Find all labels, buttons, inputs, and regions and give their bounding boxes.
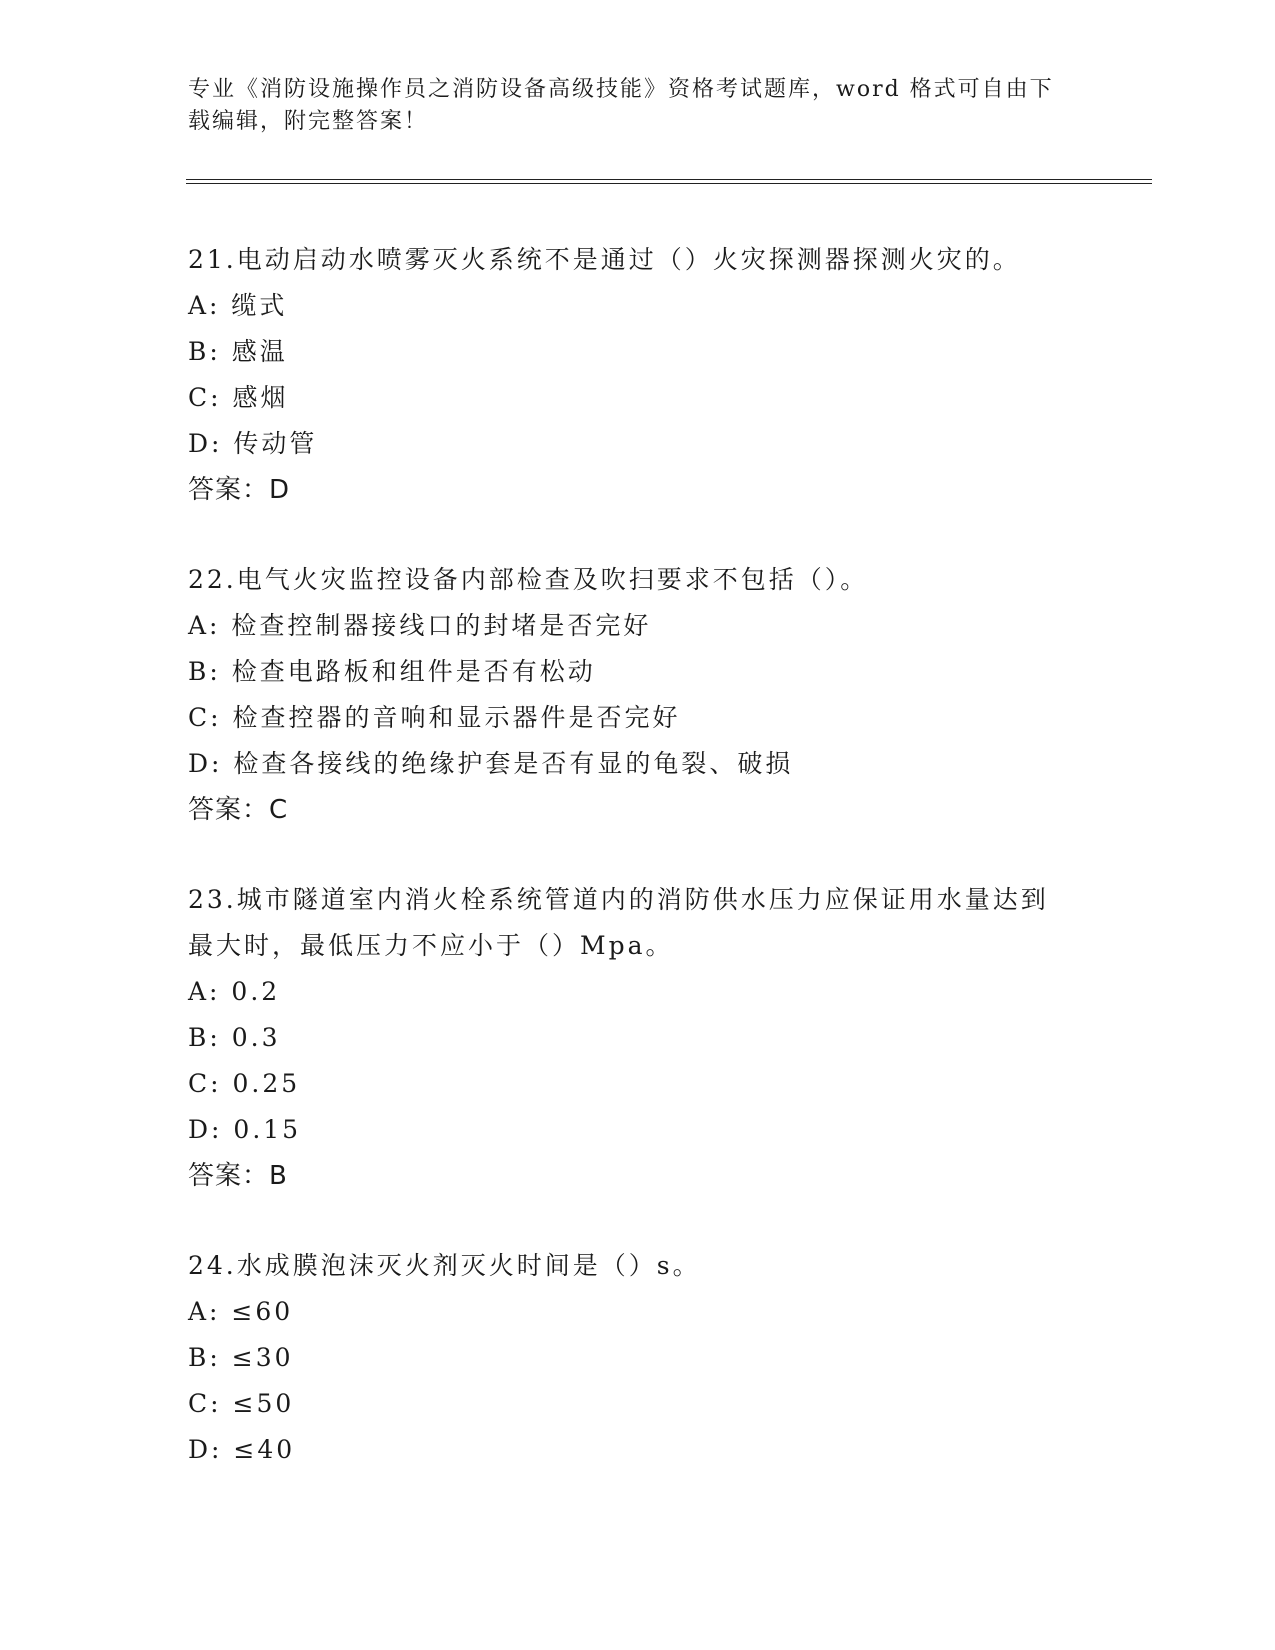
document-header: [188, 74, 1088, 138]
question-22: [188, 557, 1088, 833]
question-list: [188, 237, 1088, 1517]
question-stem: 24.水成膜泡沫灭火剂灭火时间是（）s。: [188, 1251, 701, 1280]
option-c: C: 感烟: [188, 383, 289, 412]
question-stem-line-2: 最大时，最低压力不应小于（）Mpa。: [188, 931, 674, 960]
option-a: A: 检查控制器接线口的封堵是否完好: [188, 611, 652, 640]
header-divider-top: [186, 179, 1152, 180]
answer: 答案：B: [188, 1161, 288, 1191]
option-b: B: ≤30: [188, 1343, 294, 1372]
option-b: B: 检查电路板和组件是否有松动: [188, 657, 596, 686]
option-d: D: 检查各接线的绝缘护套是否有显的龟裂、破损: [188, 749, 794, 778]
header-divider-bottom: [186, 183, 1152, 184]
option-c: C: ≤50: [188, 1389, 295, 1418]
question-stem: 22.电气火灾监控设备内部检查及吹扫要求不包括（）。: [188, 565, 869, 594]
option-c: C: 检查控器的音响和显示器件是否完好: [188, 703, 681, 732]
question-21: [188, 237, 1088, 513]
option-d: D: ≤40: [188, 1435, 296, 1464]
answer: 答案：D: [188, 475, 291, 505]
question-23: [188, 877, 1088, 1199]
option-b: B: 感温: [188, 337, 288, 366]
question-24: [188, 1243, 1088, 1473]
option-a: A: 缆式: [188, 291, 288, 320]
option-d: D: 0.15: [188, 1115, 302, 1144]
option-d: D: 传动管: [188, 429, 318, 458]
option-a: A: ≤60: [188, 1297, 294, 1326]
option-b: B: 0.3: [188, 1023, 281, 1052]
option-c: C: 0.25: [188, 1069, 301, 1098]
question-stem-line-1: 23.城市隧道室内消火栓系统管道内的消防供水压力应保证用水量达到: [188, 885, 1049, 914]
question-stem: 21.电动启动水喷雾灭火系统不是通过（）火灾探测器探测火灾的。: [188, 245, 1021, 274]
header-line-2: 载编辑，附完整答案！: [188, 109, 429, 134]
option-a: A: 0.2: [188, 977, 281, 1006]
header-line-1: 专业《消防设施操作员之消防设备高级技能》资格考试题库，word 格式可自由下: [188, 77, 1054, 102]
answer: 答案：C: [188, 795, 289, 825]
